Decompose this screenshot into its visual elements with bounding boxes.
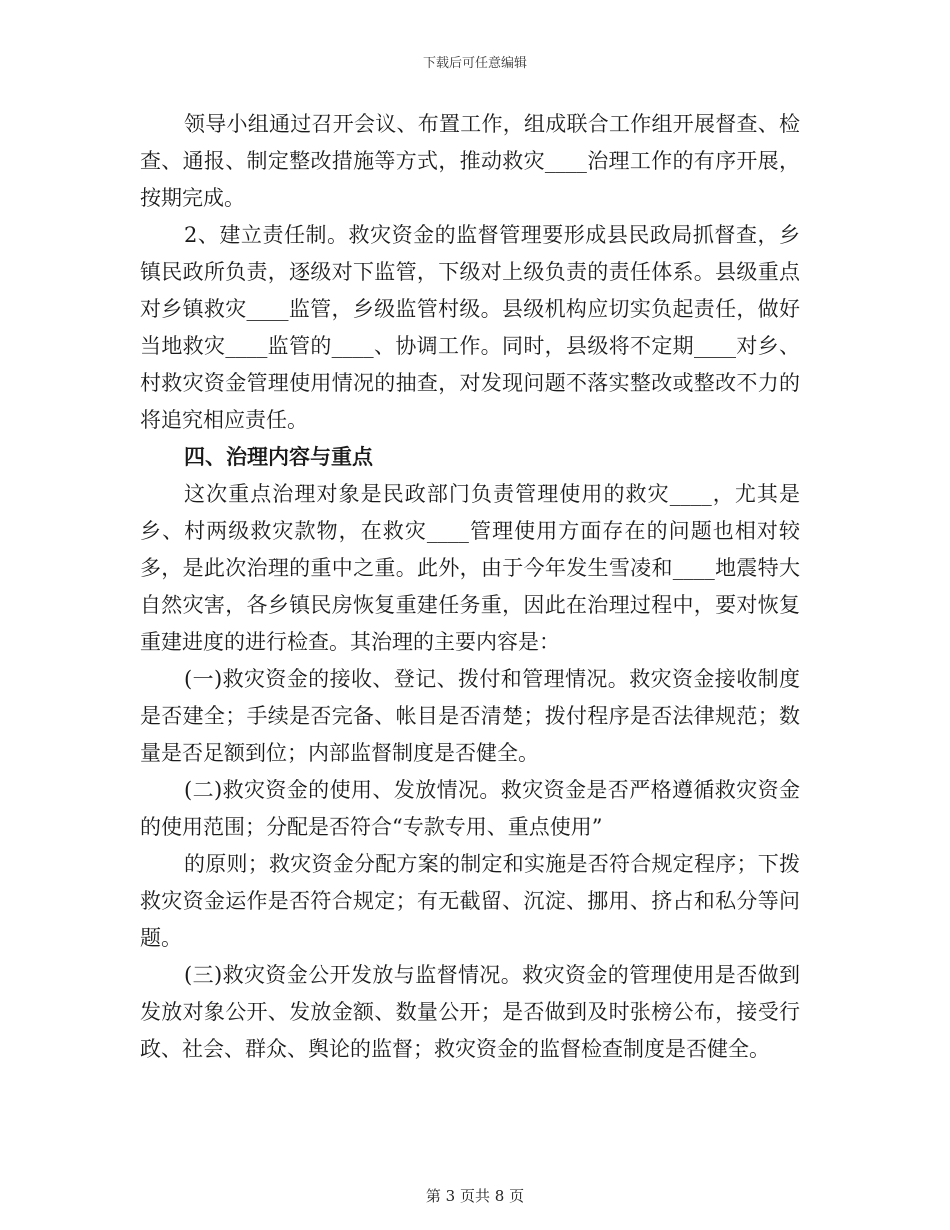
paragraph-responsibility-system: 2、建立责任制。救灾资金的监督管理要形成县民政局抓督查，乡镇民政所负责，逐级对下监管，下级对上级负责的责任体系。县级重点对乡镇救灾____监管，乡级监管村级。县级机构应切实负起责任，做好当地救灾____监管的____、协调工作。同时，县级将不定期____对乡、村救灾资金管理使用情况的抽查，对发现问题不落实整改或整改不力的将追究相应责任。: [140, 223, 800, 432]
paragraph-item-three: (三)救灾资金公开发放与监督情况。救灾资金的管理使用是否做到发放对象公开、发放金额、数量公开；是否做到及时张榜公布，接受行政、社会、群众、舆论的监督；救灾资金的监督检查制度是否健全。: [140, 963, 800, 1061]
document-body: [140, 106, 800, 1068]
paragraph-focus-targets: 这次重点治理对象是民政部门负责管理使用的救灾____，尤其是乡、村两级救灾款物，在救灾____管理使用方面存在的问题也相对较多，是此次治理的重中之重。此外，由于今年发生雪凌和____地震特大自然灾害，各乡镇民房恢复重建任务重，因此在治理过程中，要对恢复重建进度的进行检查。其治理的主要内容是：: [140, 482, 800, 654]
page-header: 下载后可任意编辑: [422, 56, 527, 71]
paragraph-item-two: (二)救灾资金的使用、发放情况。救灾资金是否严格遵循救灾资金的使用范围；分配是否符合“专款专用、重点使用”: [140, 778, 800, 839]
paragraph-item-one: (一)救灾资金的接收、登记、拨付和管理情况。救灾资金接收制度是否建全；手续是否完备、帐目是否清楚；拨付程序是否法律规范；数量是否足额到位；内部监督制度是否健全。: [140, 667, 800, 765]
section-heading: 四、治理内容与重点: [184, 445, 373, 469]
paragraph-leadership-group: 领导小组通过召开会议、布置工作，组成联合工作组开展督查、检查、通报、制定整改措施等方式，推动救灾____治理工作的有序开展，按期完成。: [140, 112, 800, 210]
paragraph-item-two-continued: 的原则；救灾资金分配方案的制定和实施是否符合规定程序；下拨救灾资金运作是否符合规定；有无截留、沉淀、挪用、挤占和私分等问题。: [140, 852, 800, 950]
page-number: 第 3 页共 8 页: [425, 1187, 525, 1205]
